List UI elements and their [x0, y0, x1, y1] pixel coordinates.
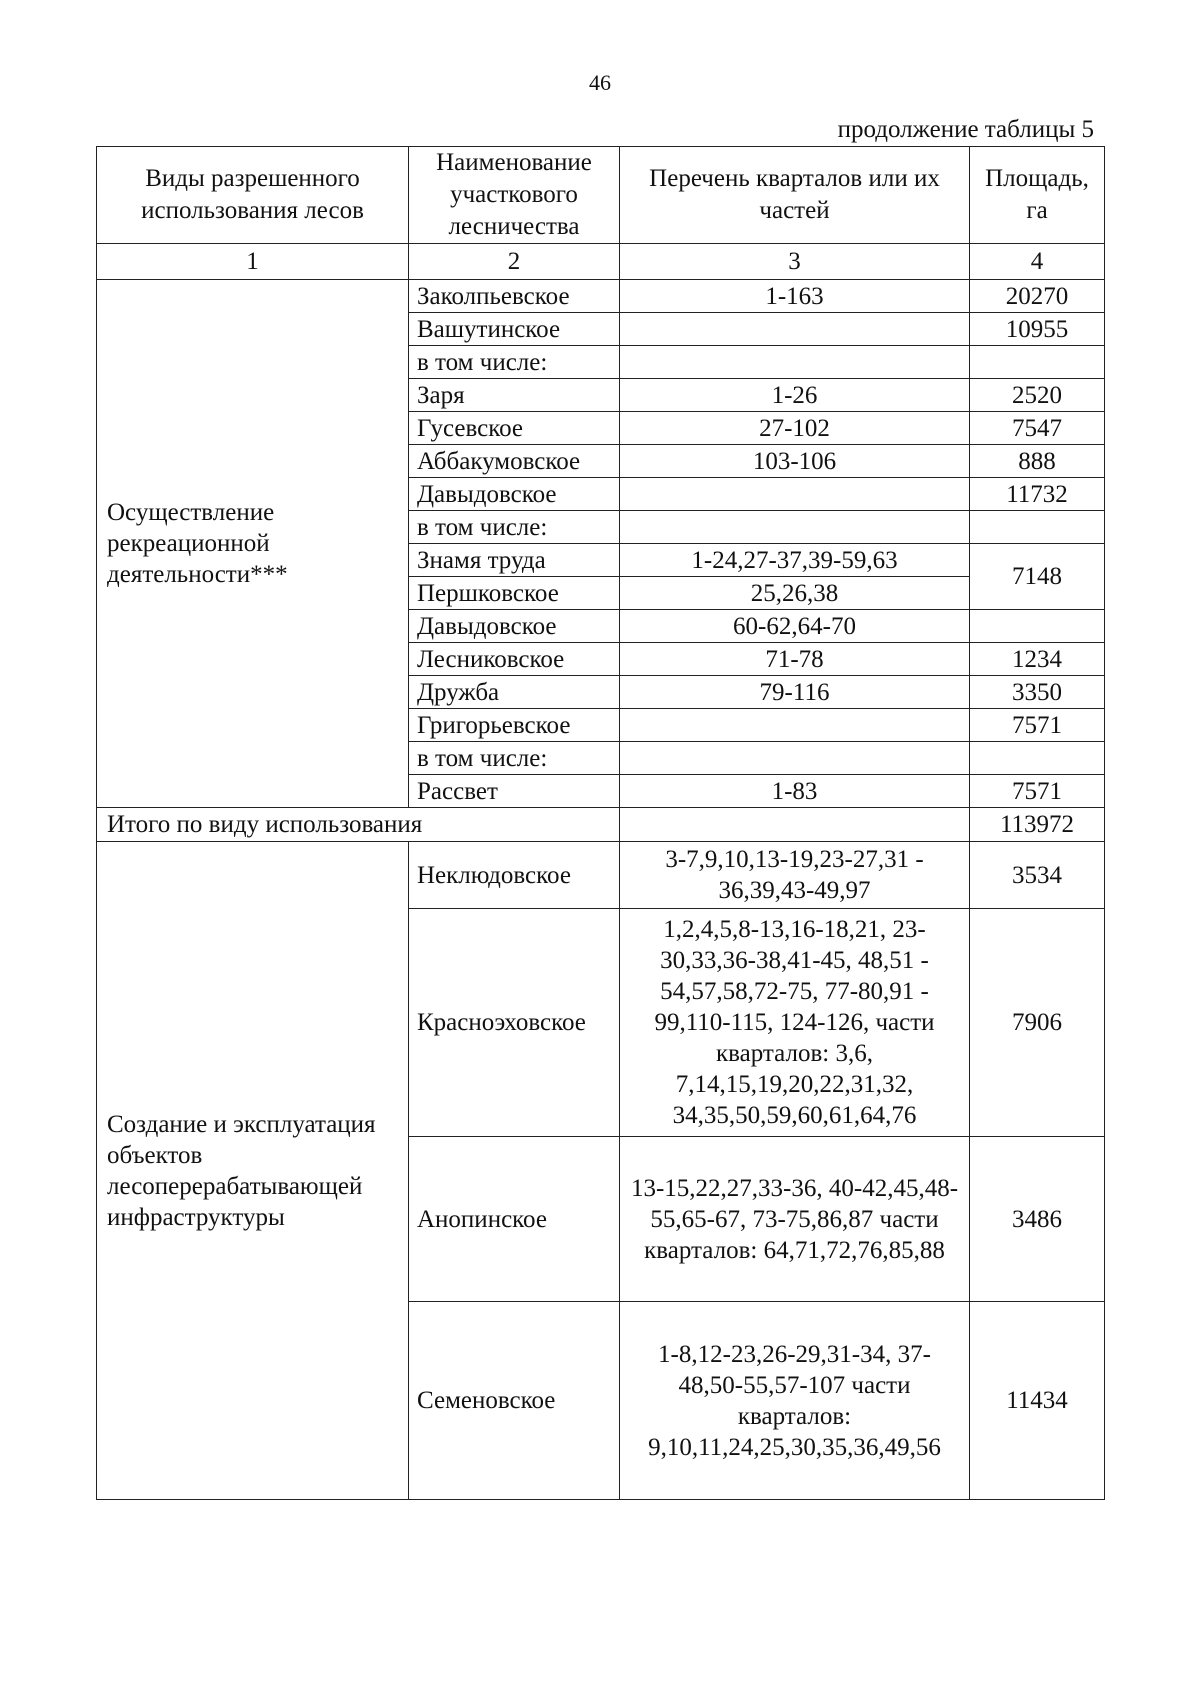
column-number: 1 [97, 244, 409, 280]
district-name: Лесниковское [409, 643, 620, 676]
use-type-recreation: Осуществление рекреационной деятельности*** [97, 280, 409, 808]
area-value: 10955 [970, 313, 1105, 346]
area-value: 1234 [970, 643, 1105, 676]
district-name: Григорьевское [409, 709, 620, 742]
district-name: Анопинское [409, 1137, 620, 1302]
district-name: Семеновское [409, 1302, 620, 1500]
header-area: Площадь, га [970, 147, 1105, 244]
quarters-list: 60-62,64-70 [620, 610, 970, 643]
district-name: Заря [409, 379, 620, 412]
district-name: Заколпьевское [409, 280, 620, 313]
area-value: 7148 [970, 544, 1105, 610]
district-name: Давыдовское [409, 610, 620, 643]
area-value: 7571 [970, 775, 1105, 808]
total-quarters [620, 808, 970, 842]
total-row [97, 808, 1105, 842]
area-value [970, 610, 1105, 643]
district-name: Давыдовское [409, 478, 620, 511]
area-value: 2520 [970, 379, 1105, 412]
column-number: 3 [620, 244, 970, 280]
area-value: 11732 [970, 478, 1105, 511]
quarters-list [620, 742, 970, 775]
quarters-list: 13-15,22,27,33-36, 40-42,45,48-55,65-67, 73-75,86,87 части кварталов: 64,71,72,76,85,88 [620, 1137, 970, 1302]
district-name: Рассвет [409, 775, 620, 808]
area-value: 3350 [970, 676, 1105, 709]
column-number: 2 [409, 244, 620, 280]
district-name: в том числе: [409, 511, 620, 544]
page-number: 46 [589, 70, 611, 95]
quarters-list [620, 313, 970, 346]
column-number-row [97, 244, 1105, 280]
total-area: 113972 [970, 808, 1105, 842]
quarters-list [620, 478, 970, 511]
district-name: Знамя труда [409, 544, 620, 577]
area-value [970, 346, 1105, 379]
area-value: 7547 [970, 412, 1105, 445]
district-name: в том числе: [409, 346, 620, 379]
quarters-list: 3-7,9,10,13-19,23-27,31 - 36,39,43-49,97 [620, 842, 970, 909]
quarters-list: 1-26 [620, 379, 970, 412]
area-value: 11434 [970, 1302, 1105, 1500]
column-number: 4 [970, 244, 1105, 280]
quarters-list: 27-102 [620, 412, 970, 445]
quarters-list: 71-78 [620, 643, 970, 676]
district-name: Дружба [409, 676, 620, 709]
area-value: 3534 [970, 842, 1105, 909]
area-value [970, 511, 1105, 544]
use-type-infrastructure: Создание и эксплуатация объектов лесоперерабатывающей инфраструктуры [97, 842, 409, 1500]
forest-use-table [96, 146, 1105, 1500]
header-district: Наименование участкового лесничества [409, 147, 620, 244]
header-row [97, 147, 1105, 244]
area-value [970, 742, 1105, 775]
district-name: Красноэховское [409, 909, 620, 1137]
district-name: Гусевское [409, 412, 620, 445]
quarters-list [620, 709, 970, 742]
district-name: Неклюдовское [409, 842, 620, 909]
area-value: 7906 [970, 909, 1105, 1137]
district-name: Аббакумовское [409, 445, 620, 478]
quarters-list: 1-24,27-37,39-59,63 [620, 544, 970, 577]
district-name: Вашутинское [409, 313, 620, 346]
quarters-list: 1,2,4,5,8-13,16-18,21, 23-30,33,36-38,41-45, 48,51 - 54,57,58,72-75, 77-80,91 - 99,110-115, 124-126, части кварталов: 3,6, 7,14,15,19,20,22,31,32, 34,35,50,59,60,61,64,76 [620, 909, 970, 1137]
total-label: Итого по виду использования [97, 808, 620, 842]
header-use-type: Виды разрешенного использования лесов [97, 147, 409, 244]
quarters-list: 1-163 [620, 280, 970, 313]
area-value: 888 [970, 445, 1105, 478]
quarters-list: 1-83 [620, 775, 970, 808]
table-row [97, 842, 1105, 909]
quarters-list: 1-8,12-23,26-29,31-34, 37-48,50-55,57-107 части кварталов: 9,10,11,24,25,30,35,36,49,56 [620, 1302, 970, 1500]
table-row [97, 280, 1105, 313]
quarters-list [620, 346, 970, 379]
table-continuation-label: продолжение таблицы 5 [837, 116, 1094, 143]
quarters-list: 79-116 [620, 676, 970, 709]
area-value: 7571 [970, 709, 1105, 742]
quarters-list: 25,26,38 [620, 577, 970, 610]
area-value: 3486 [970, 1137, 1105, 1302]
quarters-list: 103-106 [620, 445, 970, 478]
district-name: Першковское [409, 577, 620, 610]
area-value: 20270 [970, 280, 1105, 313]
quarters-list [620, 511, 970, 544]
district-name: в том числе: [409, 742, 620, 775]
header-quarters: Перечень кварталов или их частей [620, 147, 970, 244]
